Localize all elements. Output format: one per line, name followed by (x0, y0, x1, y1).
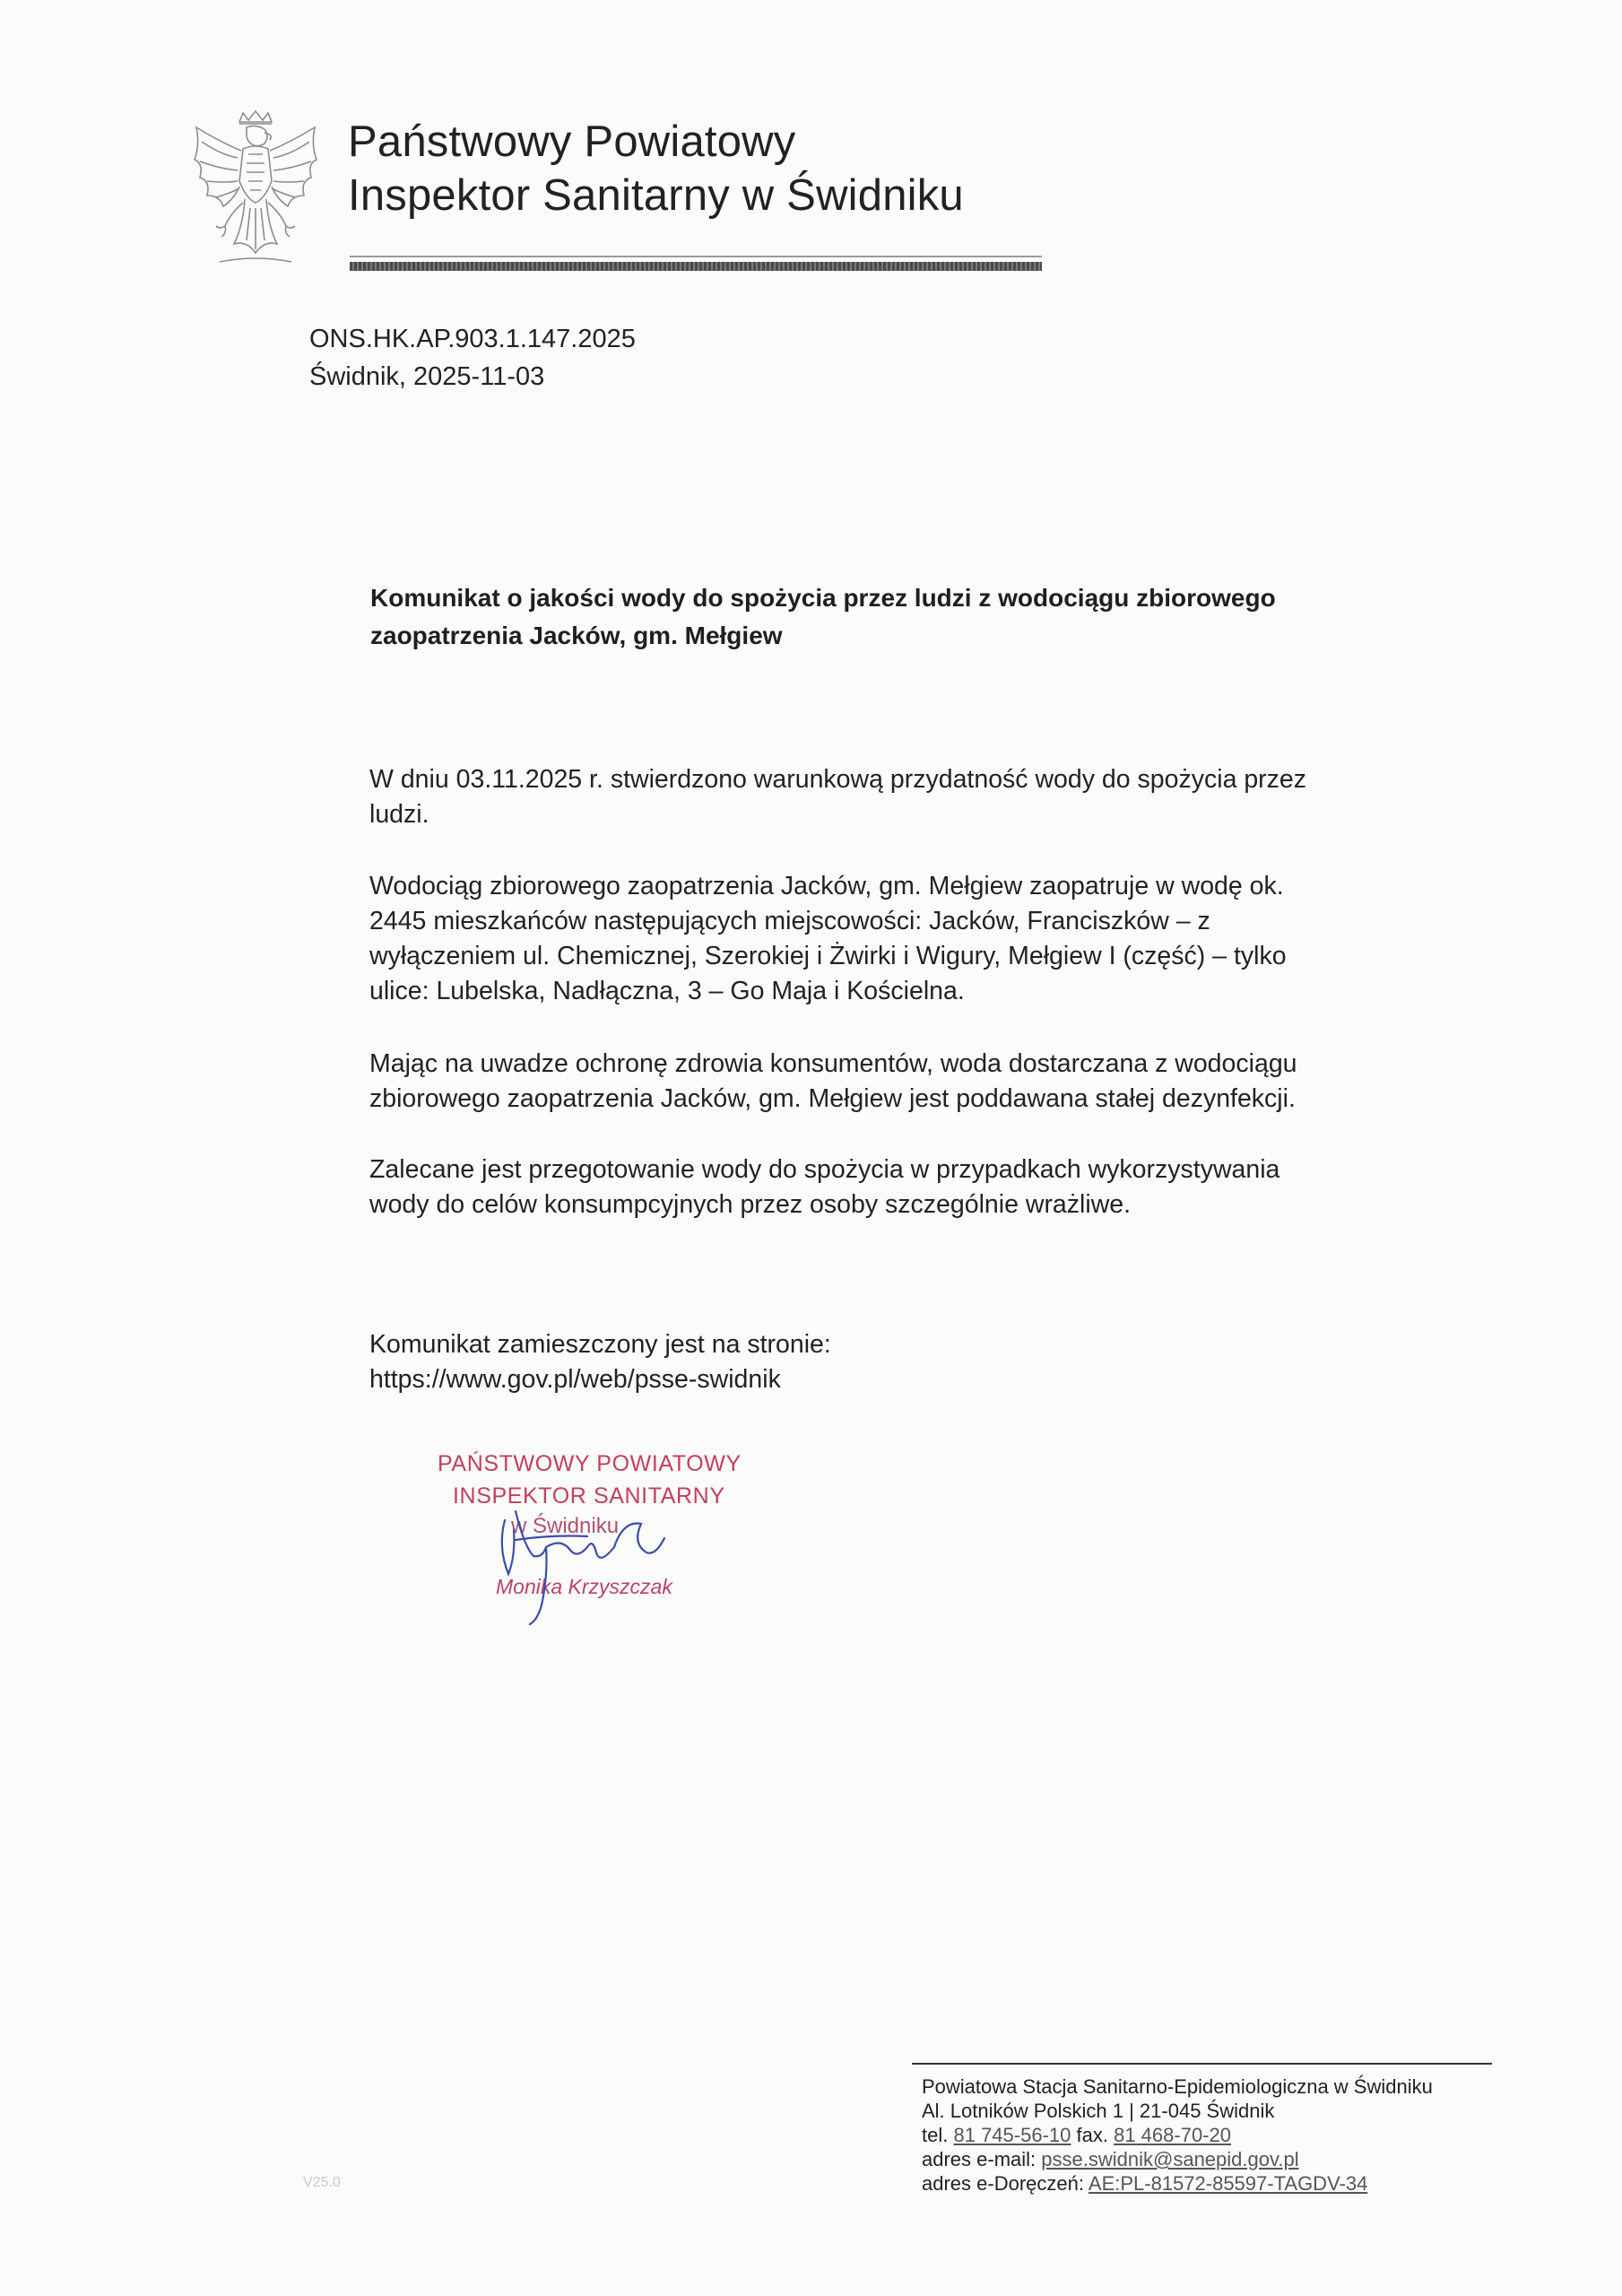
title-line1: Komunikat o jakości wody do spożycia przez ludzi z wodociągu zbiorowego (370, 584, 1276, 612)
document-version: V25.0 (303, 2175, 341, 2190)
email-link[interactable]: psse.swidnik@sanepid.gov.pl (1041, 2148, 1299, 2170)
stamp-line1: PAŃSTWOWY POWIATOWY (438, 1451, 742, 1476)
paragraph-line: wyłączeniem ul. Chemicznej, Szerokiej i Żwirki i Wigury, Mełgiew I (część) – tylko (369, 942, 1287, 970)
institution-name-line2: Inspektor Sanitarny w Świdniku (348, 171, 964, 220)
footer-divider (912, 2063, 1492, 2065)
website-link[interactable]: https://www.gov.pl/web/psse-swidnik (369, 1365, 781, 1394)
place-date: Świdnik, 2025-11-03 (309, 362, 545, 391)
paragraph-1 (369, 762, 1401, 832)
paragraph-4 (369, 1152, 1401, 1222)
paragraph-line: ludzi. (369, 800, 429, 829)
footer-phone-row (922, 2123, 1433, 2147)
paragraph-line: W dniu 03.11.2025 r. stwierdzono warunkową przydatność wody do spożycia przez (369, 765, 1307, 794)
edelivery-label: adres e-Doręczeń: (922, 2172, 1084, 2195)
paragraph-line: Wodociąg zbiorowego zaopatrzenia Jacków, gm. Mełgiew zaopatruje w wodę ok. (369, 872, 1284, 900)
fax-link[interactable]: 81 468-70-20 (1114, 2124, 1231, 2146)
edelivery-address[interactable]: AE:PL-81572-85597-TAGDV-34 (1088, 2172, 1368, 2195)
polish-eagle-emblem-icon (184, 109, 327, 275)
fax-label: fax. (1076, 2124, 1108, 2146)
paragraph-line: Komunikat zamieszczony jest na stronie: (369, 1330, 831, 1359)
stamp-signatory-name: Monika Krzyszczak (496, 1575, 672, 1598)
paragraph-line: 2445 mieszkańców następujących miejscowości: Jacków, Franciszków – z (369, 907, 1210, 935)
stamp-line2: INSPEKTOR SANITARNY (453, 1483, 725, 1509)
paragraph-5 (369, 1327, 1401, 1397)
paragraph-2 (369, 869, 1401, 1009)
institution-name (348, 115, 1083, 222)
document-title (370, 579, 1357, 655)
paragraph-line: Zalecane jest przegotowanie wody do spożycia w przypadkach wykorzystywania (369, 1155, 1280, 1184)
footer-station-name: Powiatowa Stacja Sanitarno-Epidemiologiczna w Świdniku (922, 2075, 1433, 2098)
header-divider (350, 262, 1042, 271)
reference-block (309, 320, 636, 396)
footer-email-row (922, 2147, 1433, 2171)
stamp-line3: w Świdniku (511, 1514, 620, 1538)
tel-label: tel. (922, 2124, 949, 2146)
footer-address: Al. Lotników Polskich 1 | 21-045 Świdnik (922, 2100, 1275, 2122)
handwritten-signature-icon (489, 1493, 704, 1628)
header-divider-thin (350, 256, 1042, 257)
reference-number: ONS.HK.AP.903.1.147.2025 (309, 325, 636, 353)
paragraph-line: zbiorowego zaopatrzenia Jacków, gm. Mełgiew jest poddawana stałej dezynfekcji. (369, 1084, 1296, 1113)
tel-link[interactable]: 81 745-56-10 (953, 2124, 1071, 2146)
institution-name-line1: Państwowy Powiatowy (348, 117, 796, 166)
paragraph-line: wody do celów konsumpcyjnych przez osoby szczególnie wrażliwe. (369, 1190, 1132, 1219)
title-line2: zaopatrzenia Jacków, gm. Mełgiew (370, 622, 783, 649)
email-label: adres e-mail: (922, 2148, 1037, 2170)
footer-edelivery-row (922, 2171, 1433, 2196)
paragraph-line: ulice: Lubelska, Nadłączna, 3 – Go Maja i Kościelna. (369, 977, 965, 1005)
paragraph-3 (369, 1047, 1401, 1117)
paragraph-line: Mając na uwadze ochronę zdrowia konsumentów, woda dostarczana z wodociągu (369, 1049, 1297, 1078)
footer-contact (922, 2074, 1433, 2196)
